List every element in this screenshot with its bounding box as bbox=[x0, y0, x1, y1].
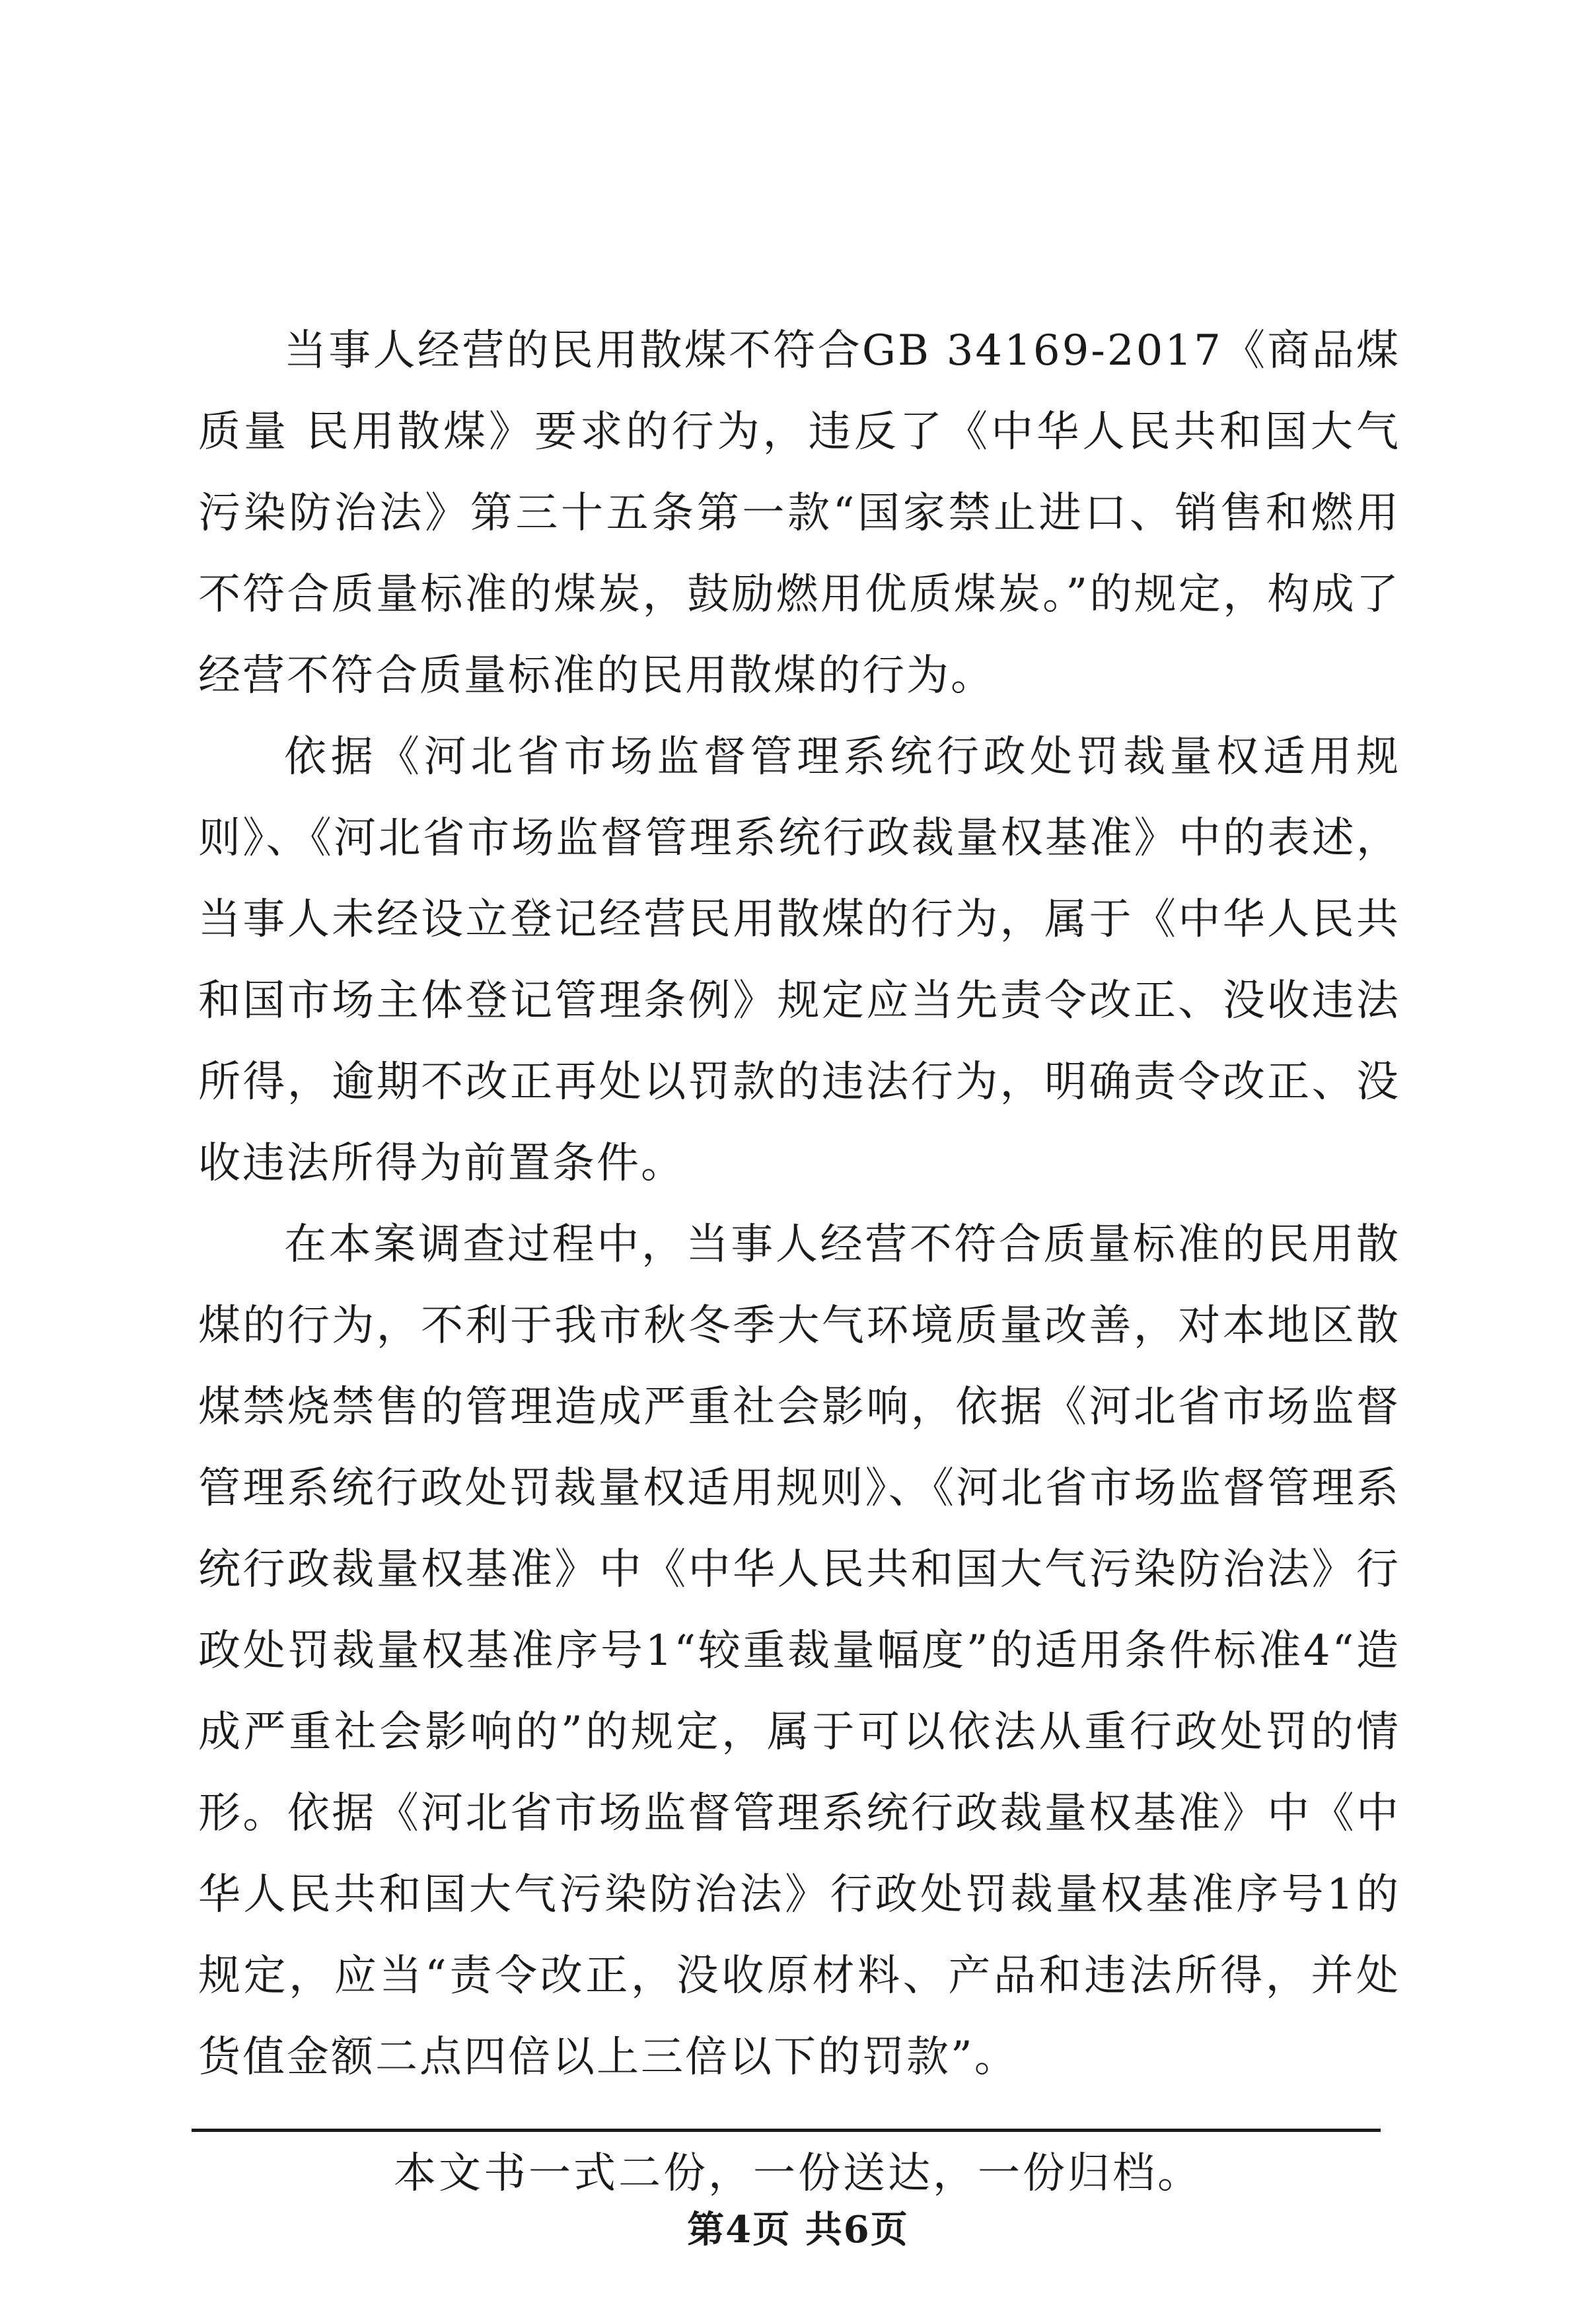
footer-divider bbox=[192, 2129, 1381, 2132]
page-number: 第4页 共6页 bbox=[687, 2208, 909, 2252]
paragraph-violation: 当事人经营的民用散煤不符合GB 34169-2017《商品煤质量 民用散煤》要求的行为，违反了《中华人民共和国大气污染防治法》第三十五条第一款“国家禁止进口、销售和燃用不符合质量标准的煤炭，鼓励燃用优质煤炭。”的规定，构成了经营不符合质量标准的民用散煤的行为。 bbox=[198, 326, 1400, 700]
paragraph-penalty-basis: 在本案调查过程中，当事人经营不符合质量标准的民用散煤的行为，不利于我市秋冬季大气环境质量改善，对本地区散煤禁烧禁售的管理造成严重社会影响，依据《河北省市场监督管理系统行政处罚裁量权适用规则》、《河北省市场监督管理系统行政裁量权基准》中《中华人民共和国大气污染防治法》行政处罚裁量权基准序号1“较重裁量幅度”的适用条件标准4“造成严重社会影响的”的规定，属于可以依法从重行政处罚的情形。依据《河北省市场监督管理系统行政裁量权基准》中《中华人民共和国大气污染防治法》行政处罚裁量权基准序号1的规定，应当“责令改正，没收原材料、产品和违法所得，并处货值金额二点四倍以上三倍以下的罚款”。 bbox=[198, 1220, 1400, 2082]
footer-note: 本文书一式二份，一份送达，一份归档。 bbox=[394, 2149, 1202, 2198]
document-body bbox=[198, 311, 1400, 2098]
paragraph-registration: 依据《河北省市场监督管理系统行政处罚裁量权适用规则》、《河北省市场监督管理系统行政裁量权基准》中的表述，当事人未经设立登记经营民用散煤的行为，属于《中华人民共和国市场主体登记管理条例》规定应当先责令改正、没收违法所得，逾期不改正再处以罚款的违法行为，明确责令改正、没收违法所得为前置条件。 bbox=[198, 733, 1400, 1188]
